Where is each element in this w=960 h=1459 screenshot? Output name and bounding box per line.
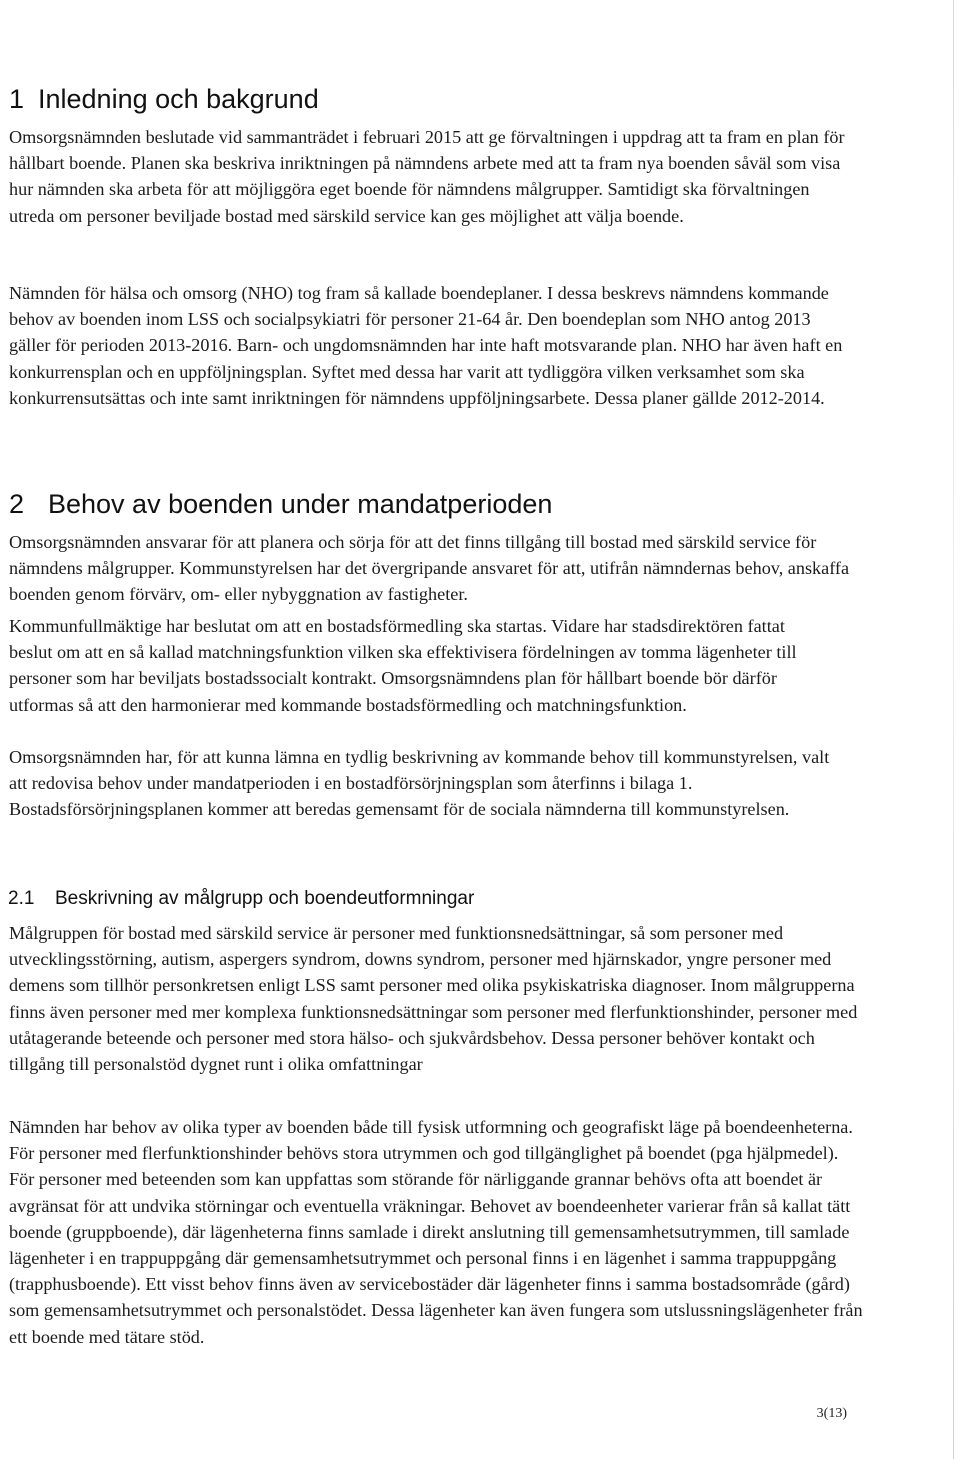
section-1-title: Inledning och bakgrund bbox=[38, 84, 319, 114]
section-1-paragraph-2: Nämnden för hälsa och omsorg (NHO) tog fram så kallade boendeplaner. I dessa beskrevs nämndens kommande behov av boenden inom LSS och socialpsykiatri för personer 21-64 år. Den boendeplan som NHO antog 2013 gäller för perioden 2013-2016. Barn- och ungdomsnämnden har inte haft motsvarande plan. NHO har även haft en konkurrensplan och en uppföljningsplan. Syftet med dessa har varit att tydliggöra vilken verksamhet som ska konkurrensutsättas och inte samt inriktningen för nämndens uppföljningsarbete. Dessa planer gällde 2012-2014. bbox=[9, 283, 843, 408]
section-2-paragraph-2: Kommunfullmäktige har beslutat om att en bostadsförmedling ska startas. Vidare har stadsdirektören fattat beslut om att en så kallad matchningsfunktion vilken ska effektivisera fördelningen av tomma lägenheter till personer som har beviljats bostadssocialt kontrakt. Omsorgsnämndens plan för hållbart boende bör därför utformas så att den harmonierar med kommande bostadsförmedling och matchningsfunktion. bbox=[9, 616, 797, 715]
section-2-title: Behov av boenden under mandatperioden bbox=[48, 489, 553, 519]
section-2-paragraph-1: Omsorgsnämnden ansvarar för att planera och sörja för att det finns tillgång till bostad med särskild service för nämndens målgrupper. Kommunstyrelsen har det övergripande ansvaret för att, utifrån nämndernas behov, anskaffa boenden genom förvärv, om- eller nybyggnation av fastigheter. bbox=[9, 532, 850, 605]
section-2-1-heading bbox=[8, 888, 474, 910]
section-2-paragraph-3: Omsorgsnämnden har, för att kunna lämna en tydlig beskrivning av kommande behov till kommunstyrelsen, valt att redovisa behov under mandatperioden i en bostadförsörjningsplan som återfinns i bilaga 1. Bostadsförsörjningsplanen kommer att beredas gemensamt för de sociala nämnderna till kommunstyrelsen. bbox=[9, 747, 830, 820]
section-2-1-paragraph-1: Målgruppen för bostad med särskild service är personer med funktionsnedsättningar, så som personer med utvecklingsstörning, autism, aspergers syndrom, downs syndrom, personer med hjärnskador, yngre personer med demens som tillhör personkretsen enligt LSS samt personer med olika psykiskatriska diagnoser. Inom målgrupperna finns även personer med mer komplexa funktionsnedsättningar som personer med flerfunktionshinder, personer med utåtagerande beteende och personer med stora hälso- och sjukvårdsbehov. Dessa personer behöver kontakt och tillgång till personalstöd dygnet runt i olika omfattningar bbox=[9, 923, 858, 1075]
section-2-number: 2 bbox=[9, 489, 25, 519]
section-2-1-title: Beskrivning av målgrupp och boendeutformningar bbox=[55, 888, 475, 909]
section-2-1-number: 2.1 bbox=[8, 888, 35, 909]
section-2-1-paragraph-2: Nämnden har behov av olika typer av boenden både till fysisk utformning och geografiskt läge på boendeenheterna. För personer med flerfunktionshinder behövs stora utrymmen och god tillgänglighet på boendet (pga hjälpmedel). För personer med beteenden som kan uppfattas som störande för närliggande grannar behövs ofta att boendet är avgränsat för att undvika störningar och eventuella vräkningar. Behovet av boendeenheter varierar från så kallat tätt boende (gruppboende), där lägenheterna finns samlade i direkt anslutning till gemensamhetsutrymmen, till samlade lägenheter i en trappuppgång där gemensamhetsutrymmet och personal finns i en lägenhet i samma trappuppgång (trapphusboende). Ett visst behov finns även av servicebostäder där lägenheter finns i samma bostadsområde (gård) som gemensamhetsutrymmet och personalstödet. Dessa lägenheter kan även fungera som utslussningslägenheter från ett boende med tätare stöd. bbox=[9, 1117, 863, 1347]
section-1-number: 1 bbox=[9, 84, 25, 114]
page-number: 3(13) bbox=[816, 1406, 847, 1421]
section-2-heading bbox=[9, 489, 552, 520]
section-1-heading bbox=[9, 84, 319, 115]
section-1-paragraph-1: Omsorgsnämnden beslutade vid sammanträdet i februari 2015 att ge förvaltningen i uppdrag att ta fram en plan för hållbart boende. Planen ska beskriva inriktningen på nämndens arbete med att ta fram nya boenden såväl som visa hur nämnden ska arbeta för att möjliggöra eget boende för nämndens målgrupper. Samtidigt ska förvaltningen utreda om personer beviljade bostad med särskild service kan ges möjlighet att välja boende. bbox=[9, 127, 845, 226]
